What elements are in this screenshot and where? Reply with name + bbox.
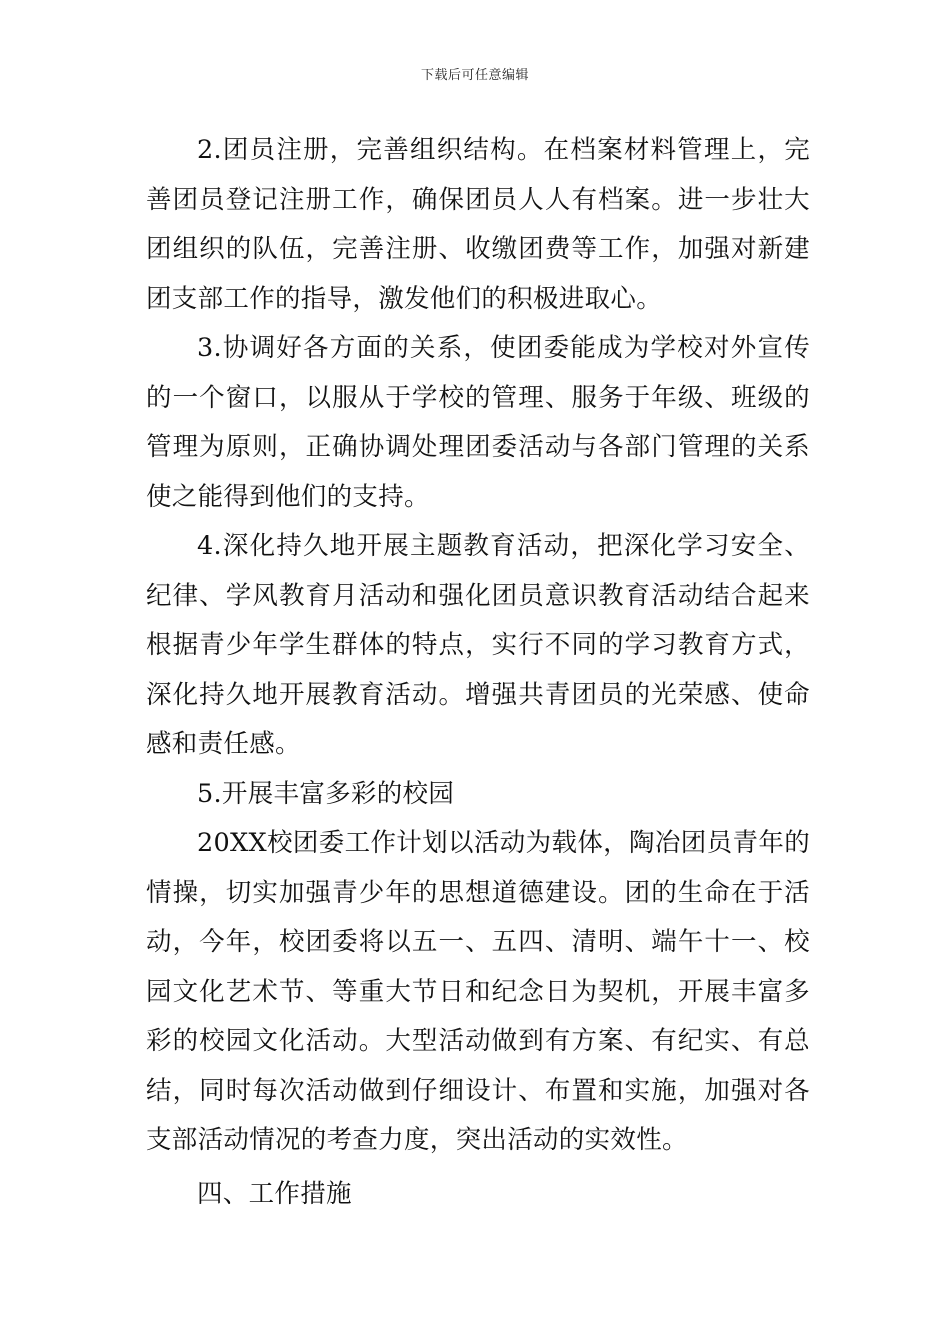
paragraph-item-5: 5.开展丰富多彩的校园 [197, 778, 455, 809]
paragraph-item-4: 4.深化持久地开展主题教育活动，把深化学习安全、纪律、学风教育月活动和强化团员意识教育活动结合起来根据青少年学生群体的特点，实行不同的学习教育方式，深化持久地开展教育活动。增强共青团员的光荣感、使命感和责任感。 [146, 531, 810, 759]
paragraph-item-3: 3.协调好各方面的关系，使团委能成为学校对外宣传的一个窗口，以服从于学校的管理、服务于年级、班级的管理为原则，正确协调处理团委活动与各部门管理的关系使之能得到他们的支持。 [146, 333, 810, 512]
document-body [146, 126, 810, 1219]
section-heading-measures: 四、工作措施 [197, 1178, 352, 1209]
paragraph-activities: 20XX校团委工作计划以活动为载体，陶冶团员青年的情操，切实加强青少年的思想道德建设。团的生命在于活动，今年，校团委将以五一、五四、清明、端午十一、校园文化艺术节、等重大节日和纪念日为契机，开展丰富多彩的校园文化活动。大型活动做到有方案、有纪实、有总结，同时每次活动做到仔细设计、布置和实施，加强对各支部活动情况的考查力度，突出活动的实效性。 [146, 828, 810, 1155]
paragraph-item-2: 2.团员注册，完善组织结构。在档案材料管理上，完善团员登记注册工作，确保团员人人有档案。进一步壮大团组织的队伍，完善注册、收缴团费等工作，加强对新建团支部工作的指导，激发他们的积极进取心。 [146, 135, 810, 314]
page-header: 下载后可任意编辑 [420, 68, 529, 83]
